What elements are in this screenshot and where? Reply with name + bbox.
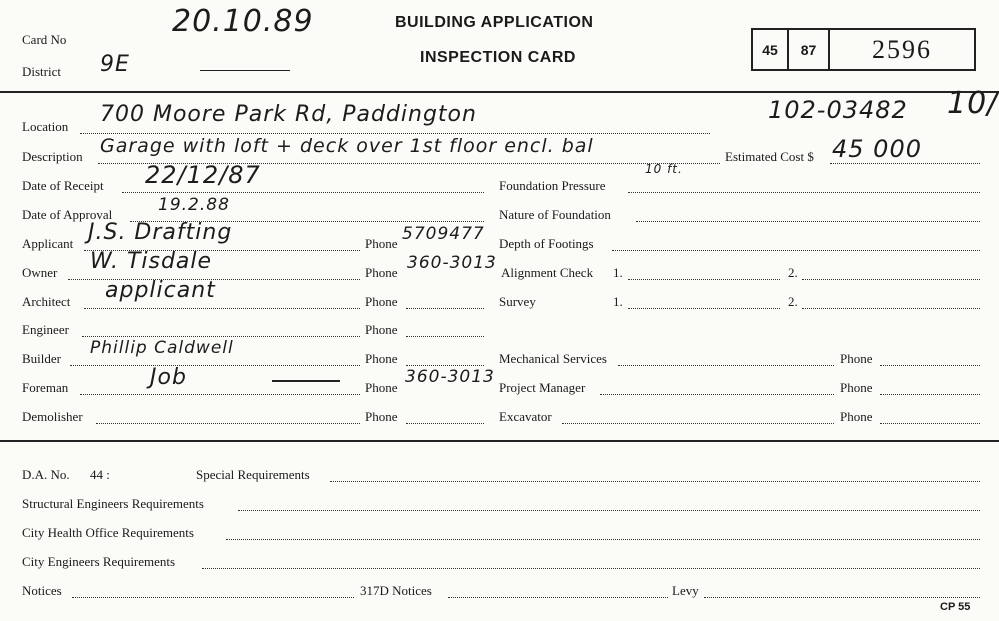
notices-line <box>72 597 354 598</box>
owner-label: Owner <box>22 265 58 280</box>
project-manager-label: Project Manager <box>499 380 586 395</box>
lower-rule <box>0 440 999 442</box>
estimated-cost-label: Estimated Cost $ <box>725 149 814 164</box>
foreman-line <box>80 394 360 395</box>
engineers-requirements-line <box>202 568 980 569</box>
special-requirements-line <box>330 481 980 482</box>
excavator-line <box>562 423 834 424</box>
box-cell-number: 2596 <box>872 34 932 64</box>
description-value: Garage with loft + deck over 1st floor encl. bal <box>100 135 594 157</box>
architect-value: applicant <box>105 278 216 303</box>
architect-phone-line <box>406 308 484 309</box>
applicant-value: J.S. Drafting <box>88 220 233 245</box>
demolisher-label: Demolisher <box>22 409 83 424</box>
owner-value: W. Tisdale <box>90 249 213 274</box>
architect-line <box>84 308 360 309</box>
survey-n2: 2. <box>788 294 798 309</box>
da-no-label: D.A. No. <box>22 467 70 482</box>
mechanical-services-line <box>618 365 834 366</box>
excavator-label: Excavator <box>499 409 552 424</box>
foreman-value: Job <box>150 365 187 390</box>
alignment-n2: 2. <box>788 265 798 280</box>
structural-requirements-label: Structural Engineers Requirements <box>22 496 204 511</box>
structural-requirements-line <box>238 510 980 511</box>
applicant-phone-label: Phone <box>365 236 398 251</box>
architect-label: Architect <box>22 294 71 309</box>
builder-line <box>70 365 360 366</box>
alignment-check-label: Alignment Check <box>501 265 594 280</box>
engineer-label: Engineer <box>22 322 69 337</box>
nature-foundation-line <box>636 221 980 222</box>
alignment-n1: 1. <box>613 265 623 280</box>
date-approval-value: 19.2.88 <box>158 195 230 215</box>
engineer-phone-label: Phone <box>365 322 398 337</box>
survey-line-2 <box>802 308 980 309</box>
nature-foundation-label: Nature of Foundation <box>499 207 611 222</box>
foreman-dash <box>272 380 340 382</box>
location-label: Location <box>22 119 69 134</box>
health-requirements-line <box>226 539 980 540</box>
excavator-phone-line <box>880 423 980 424</box>
builder-phone-line <box>406 365 484 366</box>
architect-phone-label: Phone <box>365 294 398 309</box>
description-note: 10 ft. <box>645 162 683 176</box>
foundation-pressure-label: Foundation Pressure <box>499 178 606 193</box>
foundation-pressure-line <box>628 192 980 193</box>
owner-phone-label: Phone <box>365 265 398 280</box>
district-dash <box>200 70 290 71</box>
card-no-label: Card No <box>22 32 67 47</box>
header-rule <box>0 91 999 93</box>
survey-line-1 <box>628 308 780 309</box>
health-requirements-label: City Health Office Requirements <box>22 525 194 540</box>
location-value: 700 Moore Park Rd, Paddington <box>100 102 477 127</box>
survey-n1: 1. <box>613 294 623 309</box>
estimated-cost-value: 45 000 <box>832 135 922 163</box>
date-receipt-label: Date of Receipt <box>22 178 104 193</box>
notices-317d-label: 317D Notices <box>360 583 432 598</box>
applicant-label: Applicant <box>22 236 74 251</box>
demolisher-phone-line <box>406 423 484 424</box>
demolisher-line <box>96 423 360 424</box>
applicant-phone-value: 5709477 <box>402 224 485 244</box>
mechanical-phone-line <box>880 365 980 366</box>
card-title-line1: BUILDING APPLICATION <box>395 14 594 31</box>
engineer-phone-line <box>406 336 484 337</box>
notices-label: Notices <box>22 583 62 598</box>
handwritten-district: 9E <box>100 52 130 77</box>
foreman-phone-label: Phone <box>365 380 398 395</box>
engineers-requirements-label: City Engineers Requirements <box>22 554 176 569</box>
box-cell-1: 45 <box>753 30 789 69</box>
district-label: District <box>22 64 61 79</box>
card-number-box <box>751 28 976 71</box>
foreman-label: Foreman <box>22 380 69 395</box>
project-manager-line <box>600 394 834 395</box>
alignment-line-1 <box>628 279 780 280</box>
depth-footings-line <box>612 250 980 251</box>
date-approval-label: Date of Approval <box>22 207 113 222</box>
mechanical-phone-label: Phone <box>840 351 873 366</box>
card-title-line2: INSPECTION CARD <box>420 49 576 66</box>
demolisher-phone-label: Phone <box>365 409 398 424</box>
engineer-line <box>82 336 360 337</box>
description-label: Description <box>22 149 83 164</box>
reference-number: 102-03482 <box>768 96 908 124</box>
owner-phone-value: 360-3013 <box>407 253 497 273</box>
survey-label: Survey <box>499 294 536 309</box>
handwritten-date: 20.10.89 <box>172 4 314 39</box>
box-cell-2: 87 <box>789 30 830 69</box>
levy-line <box>704 597 980 598</box>
excavator-phone-label: Phone <box>840 409 873 424</box>
levy-label: Levy <box>672 583 699 598</box>
da-no-value: 44 : <box>90 467 110 482</box>
mechanical-services-label: Mechanical Services <box>499 351 607 366</box>
reference-suffix: 10/ <box>947 86 999 121</box>
alignment-line-2 <box>802 279 980 280</box>
foreman-phone-value: 360-3013 <box>405 367 495 387</box>
project-manager-phone-line <box>880 394 980 395</box>
date-receipt-line <box>122 192 484 193</box>
builder-phone-label: Phone <box>365 351 398 366</box>
notices-317d-line <box>448 597 668 598</box>
depth-footings-label: Depth of Footings <box>499 236 594 251</box>
estimated-cost-line <box>830 163 980 164</box>
project-manager-phone-label: Phone <box>840 380 873 395</box>
builder-label: Builder <box>22 351 61 366</box>
special-requirements-label: Special Requirements <box>196 467 310 482</box>
date-receipt-value: 22/12/87 <box>145 161 261 189</box>
location-line <box>80 133 710 134</box>
form-code: CP 55 <box>940 601 971 613</box>
builder-value: Phillip Caldwell <box>90 338 234 358</box>
